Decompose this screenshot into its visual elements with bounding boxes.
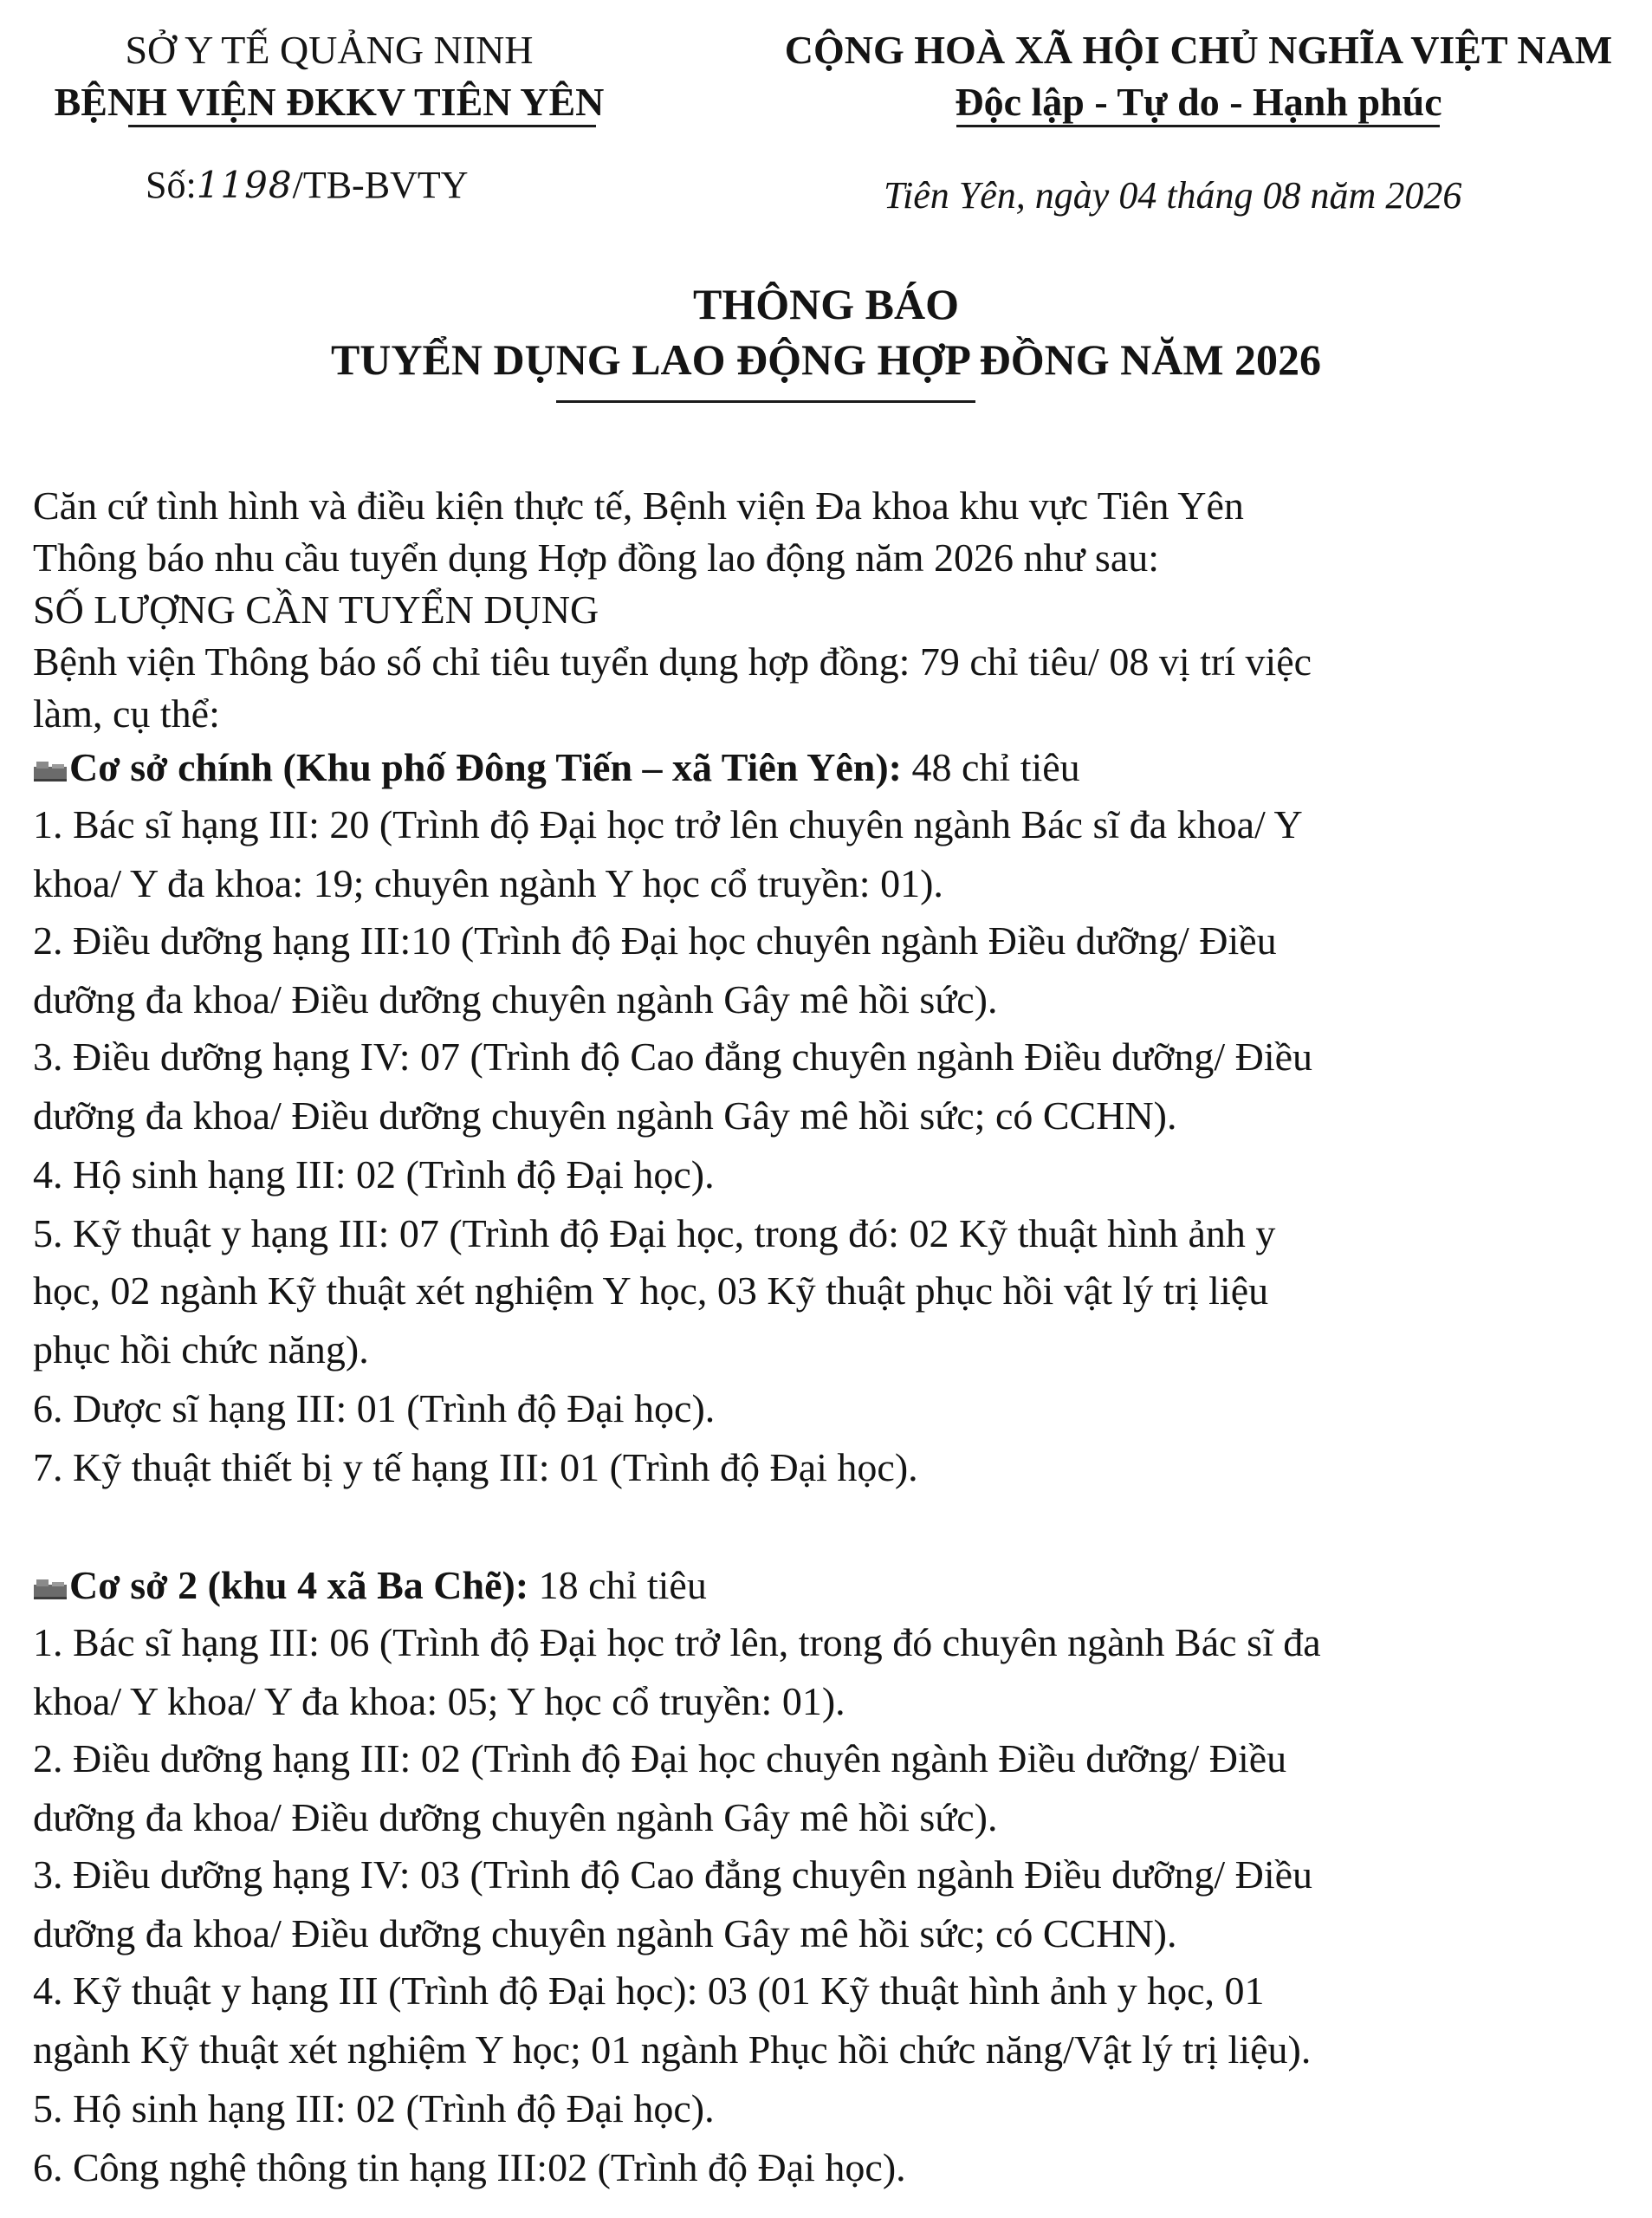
agency-header: [0, 24, 658, 128]
national-header: [745, 24, 1652, 128]
list-item: 5. Kỹ thuật y hạng III: 07 (Trình độ Đại học, trong đó: 02 Kỹ thuật hình ảnh y: [33, 1211, 1276, 1255]
list-item: dưỡng đa khoa/ Điều dưỡng chuyên ngành Gây mê hồi sức).: [33, 1795, 998, 1839]
place-date: Tiên Yên, ngày 04 tháng 08 năm 2026: [884, 174, 1462, 217]
document-number: [146, 163, 468, 207]
list-item: 3. Điều dưỡng hạng IV: 03 (Trình độ Cao đẳng chuyên ngành Điều dưỡng/ Điều: [33, 1852, 1313, 1897]
list-item: phục hồi chức năng).: [33, 1327, 369, 1372]
list-item: khoa/ Y khoa/ Y đa khoa: 05; Y học cổ truyền: 01).: [33, 1679, 845, 1723]
intro-line: làm, cụ thể:: [33, 691, 220, 736]
list-item: dưỡng đa khoa/ Điều dưỡng chuyên ngành Gây mê hồi sức).: [33, 977, 998, 1021]
doc-no-suffix: /TB-BVTY: [292, 164, 469, 206]
list-item: 4. Hộ sinh hạng III: 02 (Trình độ Đại học).: [33, 1152, 715, 1197]
list-item: 1. Bác sĩ hạng III: 20 (Trình độ Đại học trở lên chuyên ngành Bác sĩ đa khoa/ Y: [33, 802, 1303, 846]
site-heading-bold: Cơ sở 2 (khu 4 xã Ba Chẽ):: [69, 1563, 529, 1607]
building-emoji-icon: [33, 756, 68, 782]
list-item: 5. Hộ sinh hạng III: 02 (Trình độ Đại học).: [33, 2086, 715, 2130]
document-type: THÔNG BÁO: [693, 280, 959, 328]
motto-underline: [956, 125, 1440, 127]
site-heading-bold: Cơ sở chính (Khu phố Đông Tiến – xã Tiên Yên):: [69, 745, 902, 789]
list-item: 2. Điều dưỡng hạng III:10 (Trình độ Đại học chuyên ngành Điều dưỡng/ Điều: [33, 918, 1277, 963]
list-item: dưỡng đa khoa/ Điều dưỡng chuyên ngành Gây mê hồi sức; có CCHN).: [33, 1093, 1177, 1138]
list-item: ngành Kỹ thuật xét nghiệm Y học; 01 ngành Phục hồi chức năng/Vật lý trị liệu).: [33, 2027, 1312, 2072]
section-heading: SỐ LƯỢNG CẦN TUYỂN DỤNG: [33, 587, 599, 632]
intro-line: Bệnh viện Thông báo số chỉ tiêu tuyển dụng hợp đồng: 79 chỉ tiêu/ 08 vị trí việc: [33, 639, 1312, 684]
hospital-name: BỆNH VIỆN ĐKKV TIÊN YÊN: [54, 80, 605, 124]
building-emoji-icon: [33, 1574, 68, 1600]
site-heading: [33, 1560, 707, 1612]
intro-line: Căn cứ tình hình và điều kiện thực tế, Bệnh viện Đa khoa khu vực Tiên Yên: [33, 483, 1244, 528]
national-title: CỘNG HOÀ XÃ HỘI CHỦ NGHĨA VIỆT NAM: [784, 28, 1613, 72]
list-item: khoa/ Y đa khoa: 19; chuyên ngành Y học cổ truyền: 01).: [33, 861, 943, 905]
national-motto: Độc lập - Tự do - Hạnh phúc: [955, 80, 1442, 124]
doc-no-handwritten: 1198: [196, 164, 293, 206]
intro-line: Thông báo nhu cầu tuyển dụng Hợp đồng lao động năm 2026 như sau:: [33, 535, 1160, 580]
site-heading-count: 18 chỉ tiêu: [528, 1563, 707, 1607]
list-item: 1. Bác sĩ hạng III: 06 (Trình độ Đại học trở lên, trong đó chuyên ngành Bác sĩ đa: [33, 1620, 1321, 1664]
list-item: 6. Công nghệ thông tin hạng III:02 (Trình độ Đại học).: [33, 2145, 906, 2189]
list-item: học, 02 ngành Kỹ thuật xét nghiệm Y học, 03 Kỹ thuật phục hồi vật lý trị liệu: [33, 1268, 1269, 1313]
list-item: 2. Điều dưỡng hạng III: 02 (Trình độ Đại học chuyên ngành Điều dưỡng/ Điều: [33, 1736, 1287, 1780]
list-item: 6. Dược sĩ hạng III: 01 (Trình độ Đại học).: [33, 1386, 716, 1430]
list-item: 4. Kỹ thuật y hạng III (Trình độ Đại học): 03 (01 Kỹ thuật hình ảnh y học, 01: [33, 1968, 1265, 2013]
parent-agency: SỞ Y TẾ QUẢNG NINH: [125, 28, 534, 72]
list-item: 7. Kỹ thuật thiết bị y tế hạng III: 01 (Trình độ Đại học).: [33, 1445, 918, 1489]
agency-underline: [128, 125, 596, 127]
list-item: 3. Điều dưỡng hạng IV: 07 (Trình độ Cao đẳng chuyên ngành Điều dưỡng/ Điều: [33, 1034, 1313, 1079]
site-heading: [33, 742, 1080, 794]
doc-no-prefix: Số:: [146, 164, 197, 206]
title-underline: [556, 400, 975, 403]
list-item: dưỡng đa khoa/ Điều dưỡng chuyên ngành Gây mê hồi sức; có CCHN).: [33, 1911, 1177, 1955]
site-heading-count: 48 chỉ tiêu: [902, 745, 1080, 789]
document-subject: TUYỂN DỤNG LAO ĐỘNG HỢP ĐỒNG NĂM 2026: [330, 335, 1322, 384]
